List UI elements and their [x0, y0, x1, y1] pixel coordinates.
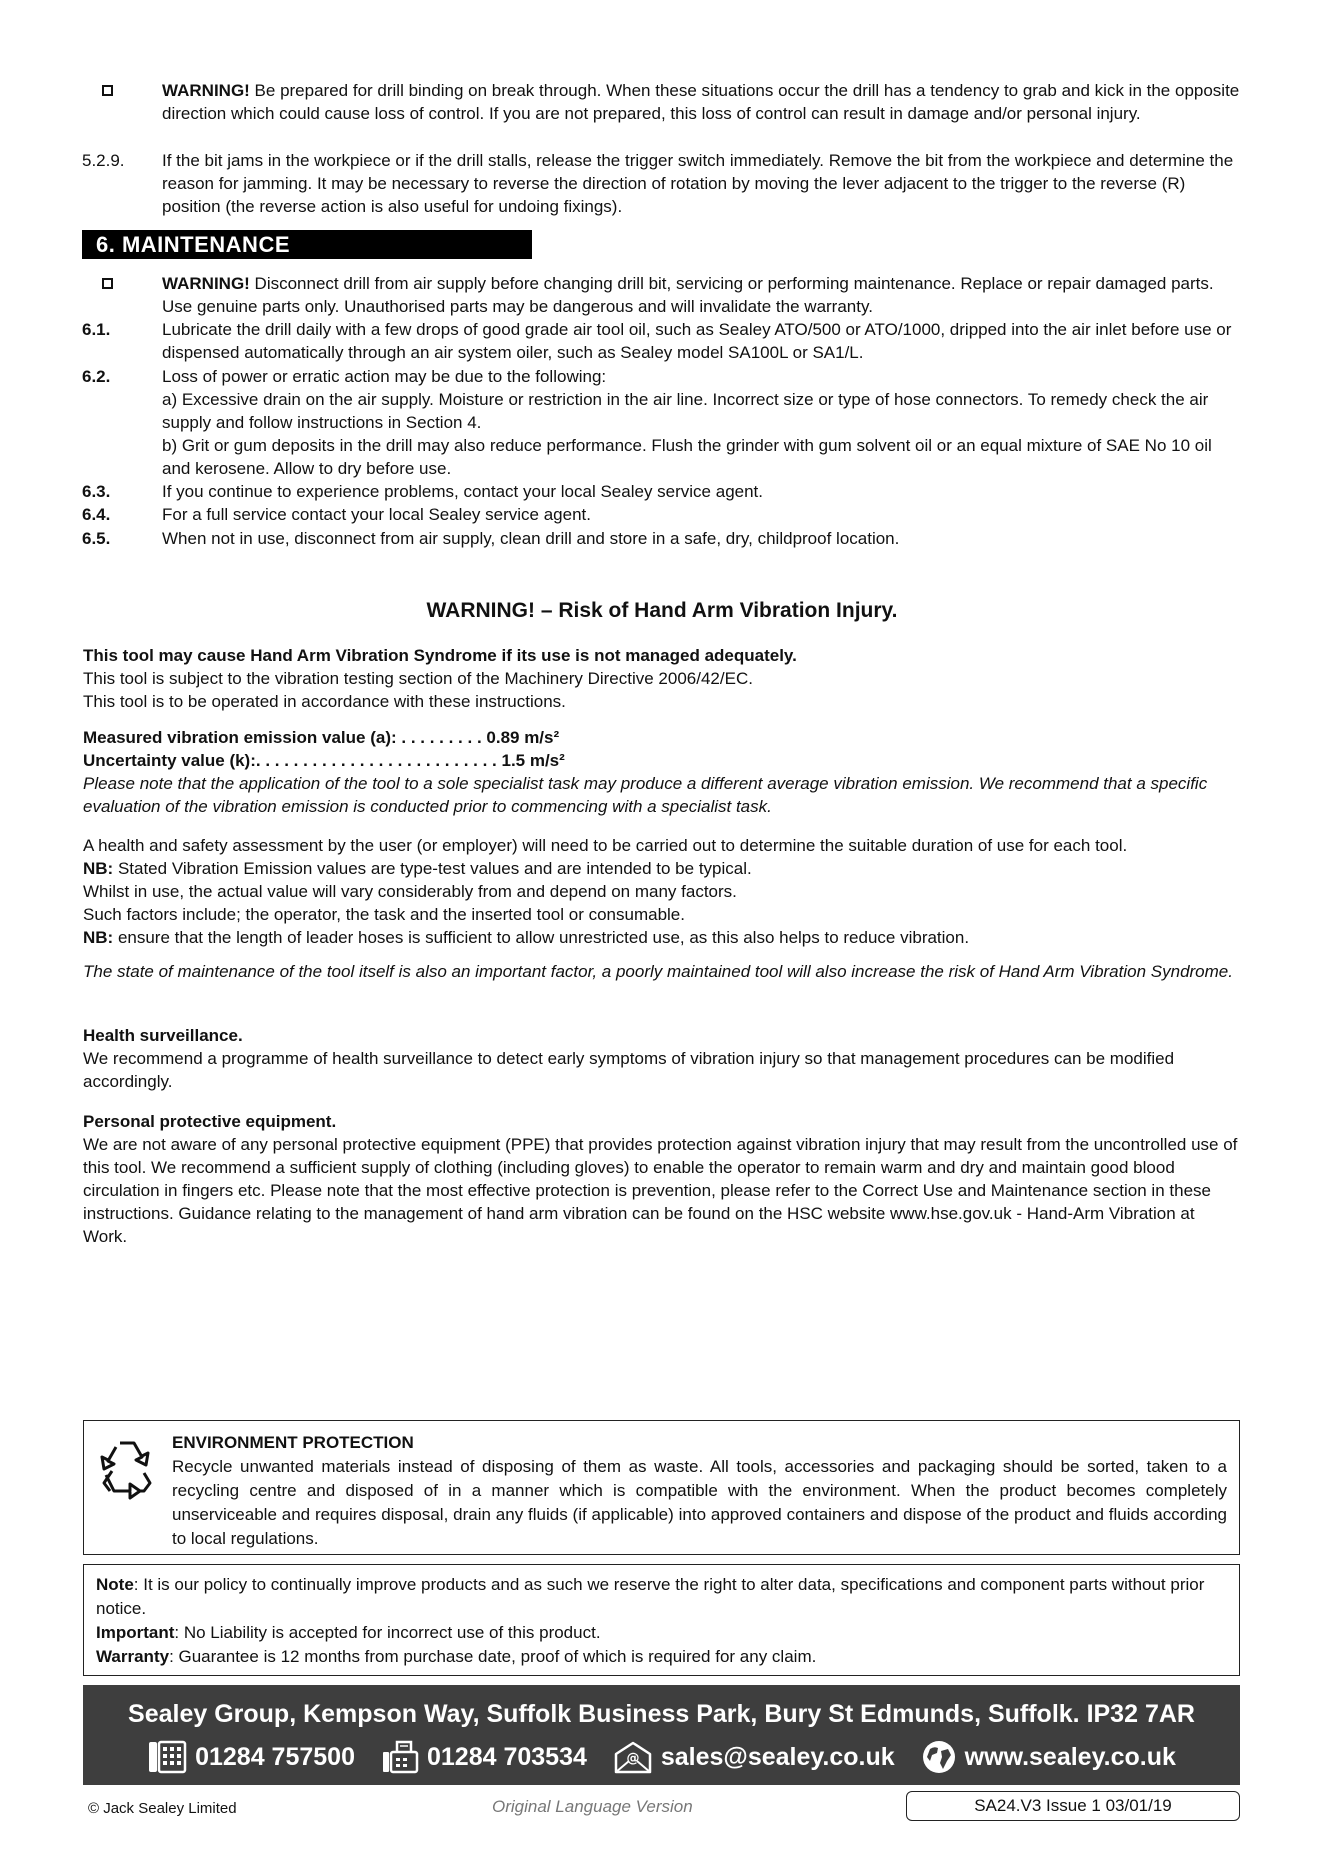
phone-icon: [147, 1740, 187, 1774]
warranty-line: Warranty: Guarantee is 12 months from purchase date, proof of which is required for any claim.: [96, 1647, 817, 1666]
maintenance-warning-bullet: [82, 272, 1242, 318]
item-6-1: [82, 318, 1242, 364]
copyright: © Jack Sealey Limited: [88, 1800, 237, 1817]
globe-icon: [921, 1739, 957, 1775]
company-address: Sealey Group, Kempson Way, Suffolk Business Park, Bury St Edmunds, Suffolk. IP32 7AR: [128, 1700, 1195, 1728]
contact-row: [83, 1740, 1240, 1774]
maintenance-state-note: The state of maintenance of the tool itself is also an important factor, a poorly maintained tool will also increase the risk of Hand Arm Vibration Syndrome.: [83, 962, 1233, 981]
environment-text: ENVIRONMENT PROTECTION Recycle unwanted materials instead of disposing of them as waste. All tools, accessories and packaging should be sorted, taken to a recycling centre and disposed of in a manner which is compatible with the environment. When the product becomes completely unserviceable and requires disposal, drain any fluids (if applicable) into approved containers and dispose of the product and fluids according to local regulations.: [172, 1433, 1227, 1548]
vibration-warning-heading: WARNING! – Risk of Hand Arm Vibration Injury.: [426, 599, 898, 622]
phone-number: 01284 757500: [195, 1742, 355, 1771]
email-contact[interactable]: [613, 1740, 895, 1774]
bullet-box: [82, 272, 162, 318]
svg-text:@: @: [626, 1751, 640, 1766]
website-contact[interactable]: [921, 1739, 1176, 1775]
important-line: Important: No Liability is accepted for incorrect use of this product.: [96, 1623, 601, 1642]
item-text: If you continue to experience problems, contact your local Sealey service agent.: [162, 482, 764, 501]
email-icon: [613, 1740, 653, 1774]
uncertainty-value: Uncertainty value (k):. . . . . . . . . . . . . . . . . . . . . . . . . . 1.5 m/s²: [83, 751, 565, 770]
item-6-2: [82, 365, 1242, 480]
assessment-block: A health and safety assessment by the user (or employer) will need to be carried out to determine the suitable duration of use for each tool. NB: Stated Vibration Emission values are type-test values and are intended to be typical. Whilst in use, the actual value will vary considerably from and depend on many factors. Such factors include; the operator, the task and the inserted tool or consumable. NB: ensure that the length of leader hoses is sufficient to allow unrestricted use, as this also helps to reduce vibration.: [83, 836, 1128, 947]
ppe-section: Personal protective equipment. We are not aware of any personal protective equipment (PPE) that provides protection against vibration injury that may result from the uncontrolled use of this tool. We recommend a sufficient supply of clothing (including gloves) to enable the operator to remain warm and dry and maintain good blood circulation in fingers etc. Please note that the most effective protection is prevention, please refer to the Correct Use and Maintenance section in these instructions. Guidance relating to the management of hand arm vibration can be found on the HSC website www.hse.gov.uk - Hand-Arm Vibration at Work.: [83, 1112, 1238, 1246]
fax-contact: [381, 1740, 587, 1774]
item-6-3: [82, 480, 1242, 503]
item-6-5: [82, 527, 1242, 550]
fax-number: 01284 703534: [426, 1742, 587, 1771]
note-line: Note: It is our policy to continually improve products and as such we reserve the right to alter data, specifications and component parts without prior notice.: [96, 1575, 1205, 1618]
document-reference: SA24.V3 Issue 1 03/01/19: [906, 1791, 1240, 1821]
recycle-icon: [94, 1435, 160, 1501]
item-text: When not in use, disconnect from air supply, clean drill and store in a safe, dry, childproof location.: [162, 529, 900, 548]
fax-icon: [381, 1740, 419, 1774]
item-text: Loss of power or erratic action may be due to the following: a) Excessive drain on the air supply. Moisture or restriction in the air line. Incorrect size or type of hose connectors. To remedy check the air supply and follow instructions in Section 4. b) Grit or gum deposits in the drill may also reduce performance. Flush the grinder with gum solvent oil or an equal mixture of SAE No 10 oil and kerosene. Allow to dry before use.: [162, 365, 1242, 480]
emission-value: Measured vibration emission value (a): . . . . . . . . . 0.89 m/s²: [83, 728, 560, 747]
email-address[interactable]: sales@sealey.co.uk: [660, 1742, 895, 1771]
company-footer: [83, 1685, 1240, 1785]
item-5-2-9: [82, 149, 1242, 218]
vibration-values: [83, 726, 1243, 818]
warning-text: WARNING! Be prepared for drill binding on break through. When these situations occur the drill has a tendency to grab and kick in the opposite direction which could cause loss of control. If you are not prepared, this loss of control can result in damage and/or personal injury.: [162, 81, 1240, 123]
language-version: Original Language Version: [492, 1797, 693, 1816]
item-6-2-a: a) Excessive drain on the air supply. Moisture or restriction in the air line. Incorrect size or type of hose connectors. To remedy check the air supply and follow instructions in Section 4.: [162, 390, 1209, 432]
checkbox-bullet-icon: [102, 85, 113, 96]
vibration-intro: This tool may cause Hand Arm Vibration Syndrome if its use is not managed adequately. This tool is subject to the vibration testing section of the Machinery Directive 2006/42/EC. This tool is to be operated in accordance with these instructions.: [83, 646, 797, 711]
item-6-4: [82, 503, 1242, 526]
item-number: 6.1.: [82, 320, 111, 339]
item-number: 6.4.: [82, 505, 111, 524]
item-text: Lubricate the drill daily with a few drops of good grade air tool oil, such as Sealey ATO/500 or ATO/1000, dripped into the air inlet before use or dispensed automatically through an air system oiler, such as Sealey model SA100L or SA1/L.: [162, 320, 1232, 362]
checkbox-bullet-icon: [102, 278, 113, 289]
health-surveillance: Health surveillance. We recommend a programme of health surveillance to detect early symptoms of vibration injury so that management procedures can be modified accordingly.: [83, 1026, 1175, 1091]
specialist-note: Please note that the application of the tool to a sole specialist task may produce a different average vibration emission. We recommend that a specific evaluation of the vibration emission is conducted prior to commencing with a specialist task.: [83, 774, 1208, 816]
section-heading-maintenance: 6. MAINTENANCE: [82, 230, 532, 259]
item-number: 5.2.9.: [82, 151, 125, 170]
environment-protection-box: [83, 1420, 1240, 1555]
bullet-box: [82, 79, 162, 125]
warning-text: WARNING! Disconnect drill from air supply before changing drill bit, servicing or performing maintenance. Replace or repair damaged parts. Use genuine parts only. Unauthorised parts may be dangerous and will invalidate the warranty.: [162, 274, 1214, 316]
phone-contact: [147, 1740, 355, 1774]
website-url[interactable]: www.sealey.co.uk: [964, 1742, 1176, 1771]
warning-bullet-drill-binding: [82, 79, 1242, 125]
notes-box: [83, 1564, 1240, 1676]
item-text: If the bit jams in the workpiece or if the drill stalls, release the trigger switch immediately. Remove the bit from the workpiece and determine the reason for jamming. It may be necessary to reverse the direction of rotation by moving the lever adjacent to the trigger to the reverse (R) position (the reverse action is also useful for undoing fixings).: [162, 151, 1234, 216]
item-number: 6.2.: [82, 367, 111, 386]
item-text: For a full service contact your local Sealey service agent.: [162, 505, 591, 524]
item-6-2-b: b) Grit or gum deposits in the drill may also reduce performance. Flush the grinder with gum solvent oil or an equal mixture of SAE No 10 oil and kerosene. Allow to dry before use.: [162, 436, 1212, 478]
item-number: 6.5.: [82, 529, 111, 548]
item-number: 6.3.: [82, 482, 111, 501]
